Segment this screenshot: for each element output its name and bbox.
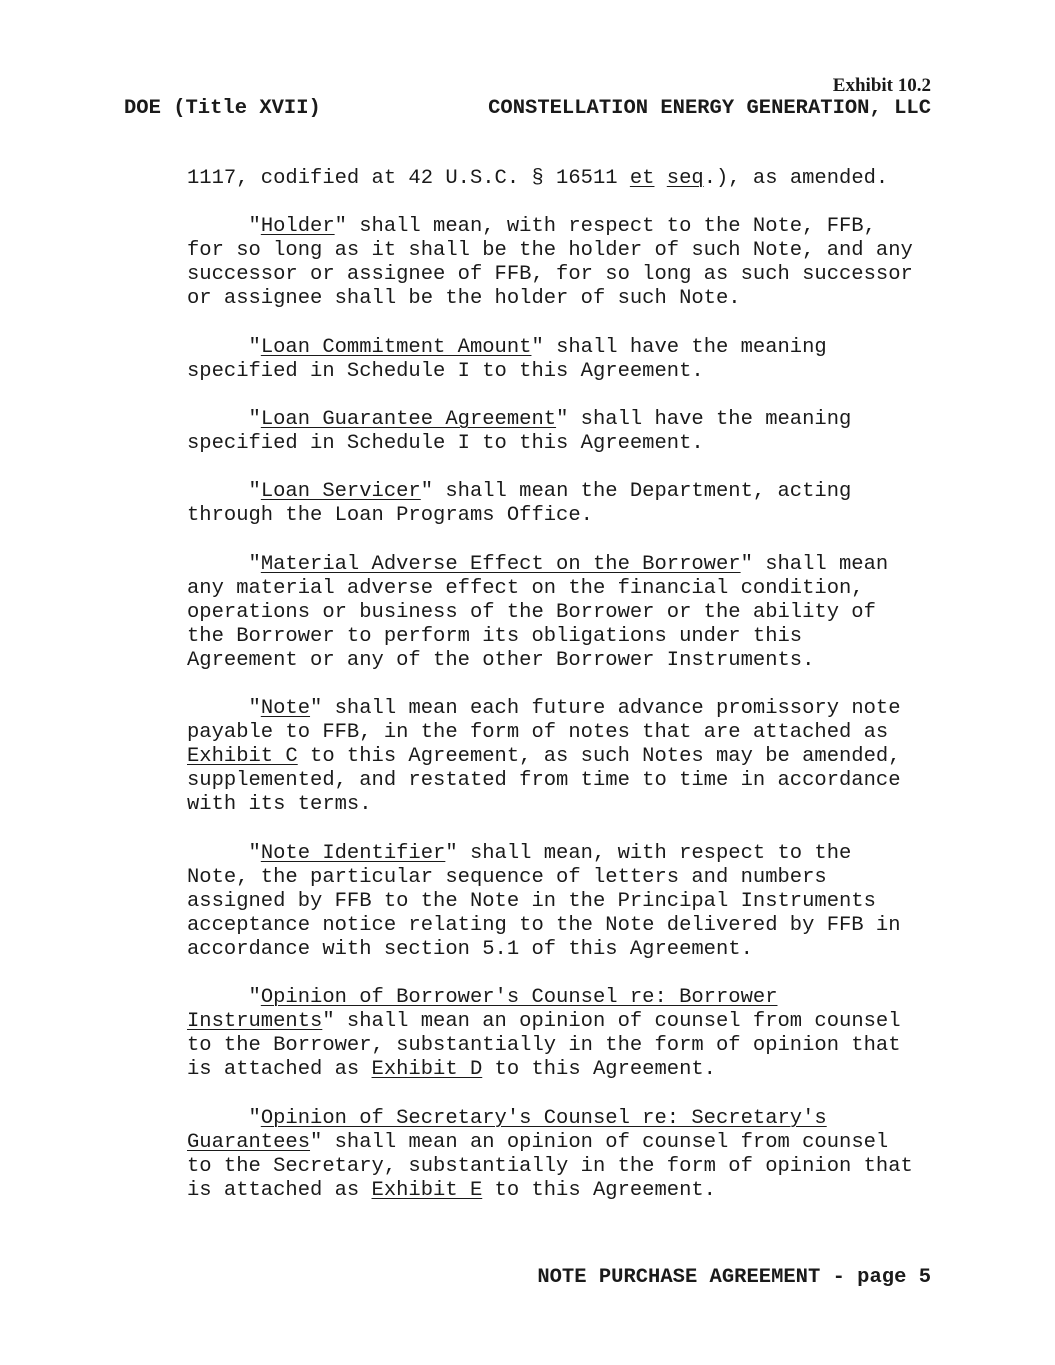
defined-term: Note Identifier [260,841,446,865]
text-line [187,866,913,890]
text-line [187,1131,913,1155]
text-segment: " shall mean, with respect to the [445,841,852,865]
text-segment: .), as amended. [703,167,889,190]
text-segment: 1117, codified at 42 U.S.C. § 16511 [187,167,630,190]
text-line [187,239,913,263]
defined-term: Guarantees [187,1130,311,1154]
text-line [187,408,913,432]
text-segment: " [187,1106,261,1130]
text-line [187,1034,913,1058]
text-segment: accordance with section 5.1 of this Agreement. [187,938,753,961]
text-segment: " shall mean an opinion of counsel from counsel [310,1130,889,1154]
defined-term: Loan Guarantee Agreement [260,407,557,431]
text-line [187,986,913,1010]
text-segment: " [187,335,261,359]
defined-term: Opinion of Secretary's Counsel re: Secretary's [260,1106,827,1130]
text-line [187,336,913,360]
defined-term: et [629,167,655,190]
definition-paragraph [187,167,913,191]
text-line [187,215,913,239]
definition-paragraph [187,215,913,311]
text-segment: " shall mean the Department, acting [420,480,852,504]
document-body [187,167,913,1227]
definition-paragraph [187,336,913,384]
text-segment: is attached as [187,1058,372,1082]
defined-term: Exhibit C [187,745,298,769]
text-line [187,432,913,456]
text-segment: or assignee shall be the holder of such Note. [187,287,741,311]
text-segment: to the Borrower, substantially in the form of opinion that [187,1034,901,1058]
text-segment: " [187,697,261,721]
text-segment: to the Secretary, substantially in the form of opinion that [187,1154,913,1178]
text-segment: " [187,552,261,576]
text-segment: successor or assignee of FFB, for so long as such successor [187,263,913,287]
text-segment: any material adverse effect on the financial condition, [187,576,864,600]
text-line [187,697,913,721]
definition-paragraph [187,480,913,528]
text-line [187,287,913,311]
text-segment: " [187,841,261,865]
text-line [187,577,913,601]
text-segment: specified in Schedule I to this Agreement. [187,432,704,456]
text-segment: to this Agreement, as such Notes may be amended, [297,745,901,769]
text-line [187,842,913,866]
text-segment: " shall have the meaning [556,407,852,431]
text-line [187,553,913,577]
definition-paragraph [187,697,913,817]
text-line [187,721,913,745]
text-line [187,1155,913,1179]
defined-term: Loan Commitment Amount [260,335,532,359]
header-agency: DOE (Title XVII) [124,97,321,120]
text-segment: is attached as [187,1178,372,1202]
text-line [187,360,913,384]
defined-term: Note [260,697,311,721]
text-line [187,745,913,769]
text-line [187,1010,913,1034]
text-segment: " shall mean, with respect to the Note, FFB, [334,215,876,239]
text-line [187,890,913,914]
text-segment: to this Agreement. [482,1058,716,1082]
text-segment: through the Loan Programs Office. [187,504,593,528]
defined-term: Exhibit D [371,1058,483,1082]
text-line [187,769,913,793]
text-segment: to this Agreement. [482,1178,716,1202]
text-segment [654,167,666,190]
defined-term: Holder [260,215,335,239]
definition-paragraph [187,553,913,673]
text-line [187,1179,913,1203]
text-segment: assigned by FFB to the Note in the Principal Instruments [187,889,876,913]
text-line [187,1058,913,1082]
text-segment: Note, the particular sequence of letters and numbers [187,865,827,889]
text-line [187,504,913,528]
defined-term: Instruments [187,1010,323,1034]
text-segment: specified in Schedule I to this Agreement. [187,359,704,383]
text-segment: operations or business of the Borrower or the ability of [187,600,876,624]
text-segment: payable to FFB, in the form of notes that are attached as [187,721,889,745]
header-company: CONSTELLATION ENERGY GENERATION, LLC [488,97,931,120]
text-segment: " [187,480,261,504]
text-line [187,938,913,962]
text-segment: " shall mean [740,552,889,576]
text-segment: the Borrower to perform its obligations under this [187,624,803,648]
text-line [187,601,913,625]
definition-paragraph [187,986,913,1082]
definition-paragraph [187,1107,913,1203]
text-line [187,1107,913,1131]
defined-term: Exhibit E [371,1178,483,1202]
text-segment: Agreement or any of the other Borrower Instruments. [187,648,815,672]
text-segment: " shall have the meaning [531,335,827,359]
defined-term: Opinion of Borrower's Counsel re: Borrower [260,986,778,1010]
text-segment: " [187,215,261,239]
text-segment: " shall mean each future advance promissory note [310,697,901,721]
exhibit-label: Exhibit 10.2 [832,75,931,96]
text-line [187,914,913,938]
defined-term: Material Adverse Effect on the Borrower [260,552,741,576]
defined-term: Loan Servicer [260,480,421,504]
text-line [187,793,913,817]
text-segment: " [187,407,261,431]
text-segment: with its terms. [187,793,372,817]
text-line [187,649,913,673]
text-line [187,167,913,191]
text-line [187,263,913,287]
defined-term: seq [666,167,704,190]
text-segment: for so long as it shall be the holder of such Note, and any [187,239,913,263]
page-footer: NOTE PURCHASE AGREEMENT - page 5 [537,1266,931,1289]
definition-paragraph [187,842,913,962]
text-line [187,480,913,504]
text-line [187,625,913,649]
definition-paragraph [187,408,913,456]
text-segment: " shall mean an opinion of counsel from counsel [322,1010,901,1034]
text-segment: supplemented, and restated from time to time in accordance [187,769,901,793]
text-segment: " [187,986,261,1010]
text-segment: acceptance notice relating to the Note delivered by FFB in [187,913,901,937]
